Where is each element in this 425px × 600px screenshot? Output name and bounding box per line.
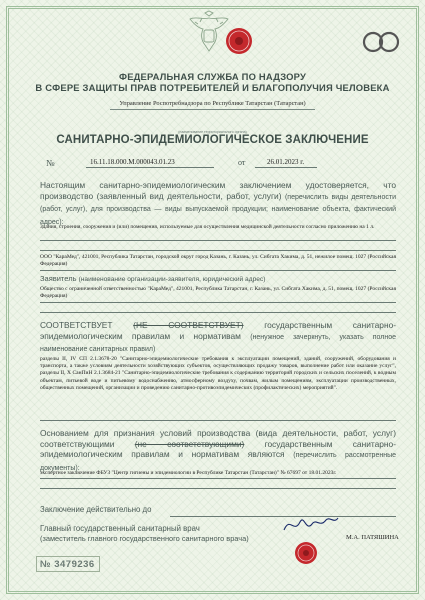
red-seal-icon — [292, 540, 320, 566]
expert-conclusion-underline — [40, 478, 396, 479]
intro-paragraph — [40, 180, 396, 228]
serial-number: № 3479236 — [40, 559, 95, 570]
red-seal-icon — [224, 26, 254, 56]
basis-text-after: государственным санитарно-эпидемиологическим правилам и нормативам являются — [40, 438, 397, 460]
conformity-mark-icon — [358, 30, 404, 54]
conformity-struck: (НЕ СООТВЕТСТВУЕТ) — [133, 320, 244, 330]
signatory-name: М.А. ПАТЯШИНА — [346, 534, 399, 541]
basis-paragraph — [40, 428, 396, 474]
applicant-organization: Общество с ограниченной ответственностью "КараМед", 421001, Республика Татарстан, г. Казань, ул. Сибгата Хакима, д. 51, помещ. 1027 (Российская Федерация) — [40, 286, 396, 300]
number-label: № — [46, 158, 55, 168]
number-underline — [86, 167, 214, 168]
applicant-org-underline — [40, 302, 396, 303]
basis-hint: (перечислить рассмотренные документы): — [40, 452, 396, 472]
sanitary-rules: разделы II, IV СП 2.1.3678-20 "Санитарно-эпидемиологические требования к эксплуатации помещений, зданий, сооружений, оборудования и транспорта, а также условиям деятельности хозяйствующих субъектов, осуществляющих продажу товаров, выполнение работ или оказание услуг", разделы II, X СанПиН 2.1.3684-21 "Санитарно-эпидемиологические требования к содержанию территорий городских и сельских поселений, к водным объектам, питьевой воде и питьевому водоснабжению, атмосферному воздуху, почвам, жилым помещениям, эксплуатации производственных, общественных помещений, организации и проведению санитарно-противоэпидемических (профилактических) мероприятий". — [40, 356, 396, 391]
department-underline — [110, 109, 315, 110]
applicant-label-row — [40, 274, 396, 283]
basis-struck: (не соответствующими) — [134, 438, 245, 449]
signatory-subtitle: (заместитель главного государственного санитарного врача) — [40, 534, 249, 543]
sanitary-rules-underline — [40, 420, 396, 421]
signatory-title: Главный государственный санитарный врач — [40, 524, 200, 533]
conformity-text: государственным санитарно-эпидемиологическим правилам и нормативам — [40, 320, 397, 341]
applicant-address: ООО "КараМед", 421001, Республика Татарстан, городской округ город Казань, г. Казань, ул. Сибгата Хакима, д. 51, нежилое помещ. 1027 (Российская Федерация) — [40, 254, 396, 268]
conformity-hint: (ненужное зачеркнуть, указать полное наименование санитарных правил) — [40, 333, 396, 354]
document-title: САНИТАРНО-ЭПИДЕМИОЛОГИЧЕСКОЕ ЗАКЛЮЧЕНИЕ — [56, 134, 369, 146]
applicant-hint: (наименование организации-заявителя, юридический адрес) — [78, 276, 266, 283]
expert-conclusion: экспертное заключение ФБУЗ "Центр гигиены и эпидемиологии в Республике Татарстан (Татарстан)" № 67697 от 18.01.2023г. — [40, 470, 337, 476]
conformity-paragraph — [40, 320, 396, 356]
department-note: (наименование территориального органа) — [178, 130, 247, 134]
activity-underline-2 — [40, 250, 396, 251]
activity-value: Здания, строения, сооружения и (или) помещения, используемые для осуществления медицинской деятельности согласно приложению на 1 л. — [40, 224, 375, 230]
handwritten-signature — [280, 512, 340, 536]
date-label: от — [238, 158, 246, 167]
number-row — [40, 158, 400, 170]
certificate-number: 16.11.18.000.М.000043.01.23 — [90, 158, 175, 166]
basis-text-before: Основанием для признания условий производства (вида деятельности, работ, услуг) соответствующими — [40, 428, 396, 449]
conformity-word: СООТВЕТСТВУЕТ — [40, 320, 113, 330]
intro-text: Настоящим санитарно-эпидемиологическим заключением удостоверяется, что производство (заявленный вид деятельности, работ, услуги) — [40, 180, 396, 201]
agency-name-line2: В СФЕРЕ ЗАЩИТЫ ПРАВ ПОТРЕБИТЕЛЕЙ И БЛАГОПОЛУЧИЯ ЧЕЛОВЕКА — [35, 82, 390, 93]
department-name: Управление Роспотребнадзора по Республике Татарстан (Татарстан) — [119, 100, 306, 107]
applicant-address-underline — [40, 270, 396, 271]
intro-hint: (перечислить виды деятельности (работ, услуг), для производства — виды выпускаемой продукции; наименование объекта, фактический адрес): — [40, 193, 396, 226]
validity-label: Заключение действительно до — [40, 505, 152, 514]
certificate-date: 26.01.2023 г. — [267, 158, 305, 166]
expert-conclusion-underline-2 — [40, 488, 396, 489]
date-underline — [255, 167, 317, 168]
agency-name-line1: ФЕДЕРАЛЬНАЯ СЛУЖБА ПО НАДЗОРУ — [119, 71, 306, 82]
activity-underline — [40, 240, 396, 241]
applicant-label: Заявитель — [40, 274, 77, 283]
applicant-org-underline-2 — [40, 312, 396, 313]
